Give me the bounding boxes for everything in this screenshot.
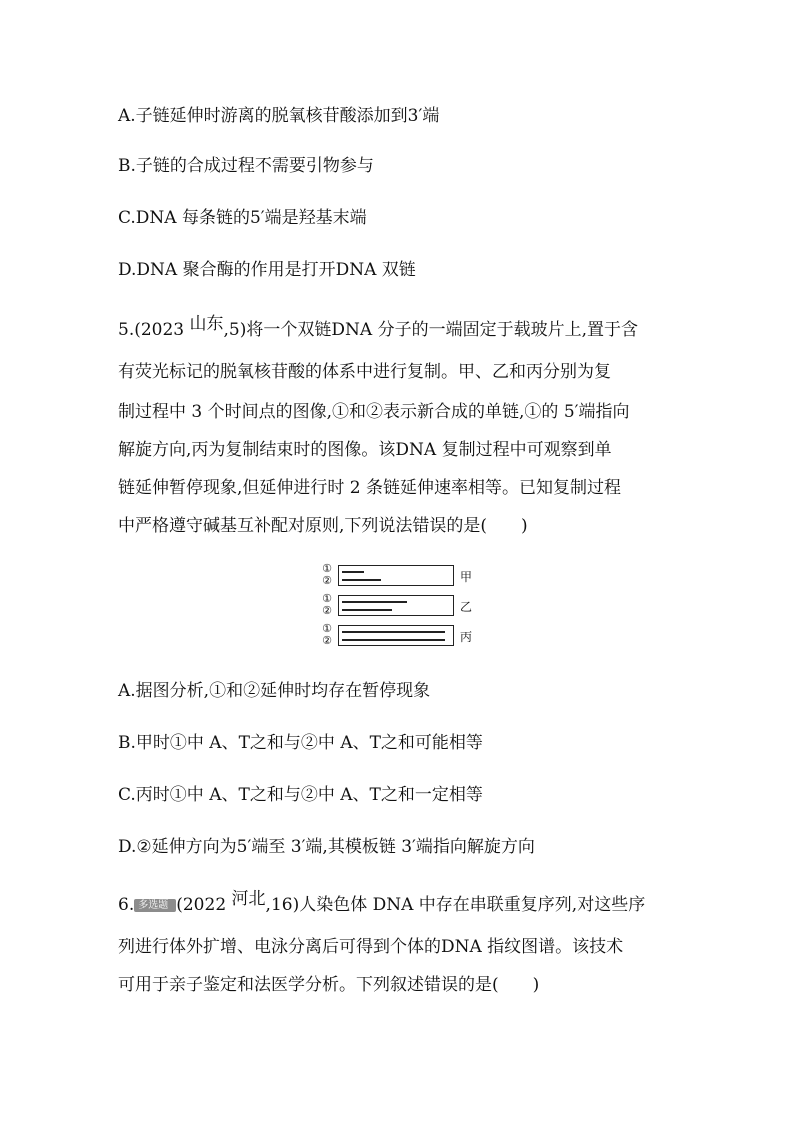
q5-stem-line: 有荧光标记的脱氧核苷酸的体系中进行复制。甲、乙和丙分别为复 xyxy=(118,362,611,382)
q5-stem-first-line xyxy=(118,314,638,342)
q4-option-b: B.子链的合成过程不需要引物参与 xyxy=(118,156,374,176)
strand1-marker: ① xyxy=(322,622,332,635)
q5-stem-line: 解旋方向,丙为复制结束时的图像。该DNA 复制过程中可观察到单 xyxy=(118,440,612,460)
q6-stem-line: 可用于亲子鉴定和法医学分析。下列叙述错误的是( ) xyxy=(118,975,540,995)
figure-panel-bing xyxy=(316,623,481,649)
strand-1 xyxy=(342,571,364,573)
strand-markers xyxy=(318,623,336,647)
dna-box xyxy=(338,595,454,616)
q6-source-suffix: ,16)人染色体 DNA 中存在串联重复序列,对这些序 xyxy=(265,895,646,915)
dna-replication-figure xyxy=(316,563,481,649)
strand-markers xyxy=(318,563,336,587)
strand-1 xyxy=(342,601,407,603)
panel-label: 乙 xyxy=(460,600,473,614)
multi-select-badge: 多选题 xyxy=(134,899,176,912)
strand-2 xyxy=(342,579,381,581)
q6-source-place: 河北 xyxy=(231,889,266,909)
strand-2 xyxy=(342,609,392,611)
q4-option-d: D.DNA 聚合酶的作用是打开DNA 双链 xyxy=(118,260,416,280)
strand1-marker: ① xyxy=(322,592,332,605)
q5-option-d: D.②延伸方向为5′端至 3′端,其模板链 3′端指向解旋方向 xyxy=(118,837,535,857)
q4-option-c: C.DNA 每条链的5′端是羟基末端 xyxy=(118,208,367,228)
q6-stem-line: 列进行体外扩增、电泳分离后可得到个体的DNA 指纹图谱。该技术 xyxy=(118,937,624,957)
q4-option-a: A.子链延伸时游离的脱氧核苷酸添加到3′端 xyxy=(118,106,440,126)
q6-stem-first-line xyxy=(118,889,646,917)
q5-stem-line: 链延伸暂停现象,但延伸进行时 2 条链延伸速率相等。已知复制过程 xyxy=(118,478,622,498)
q5-source-place: 山东 xyxy=(189,314,224,334)
strand-1 xyxy=(342,631,445,633)
figure-panel-yi xyxy=(316,593,481,619)
q5-stem-line: 制过程中 3 个时间点的图像,①和②表示新合成的单链,①的 5′端指向 xyxy=(118,402,630,422)
strand-markers xyxy=(318,593,336,617)
panel-label: 丙 xyxy=(460,630,473,644)
dna-box xyxy=(338,625,454,646)
q5-option-a: A.据图分析,①和②延伸时均存在暂停现象 xyxy=(118,681,431,701)
q5-option-b: B.甲时①中 A、T之和与②中 A、T之和可能相等 xyxy=(118,733,483,753)
q5-stem-line: 中严格遵守碱基互补配对原则,下列说法错误的是( ) xyxy=(118,516,528,536)
q5-option-c: C.丙时①中 A、T之和与②中 A、T之和一定相等 xyxy=(118,785,483,805)
strand1-marker: ① xyxy=(322,562,332,575)
q6-year: (2022 xyxy=(176,895,232,915)
figure-panel-jia xyxy=(316,563,481,589)
strand2-marker: ② xyxy=(322,574,332,587)
q5-number: 5.(2023 xyxy=(118,320,190,340)
q5-source-suffix: ,5)将一个双链DNA 分子的一端固定于载玻片上,置于含 xyxy=(223,320,638,340)
strand2-marker: ② xyxy=(322,634,332,647)
strand-2 xyxy=(342,639,445,641)
panel-label: 甲 xyxy=(460,570,473,584)
dna-box xyxy=(338,565,454,586)
q6-number: 6. xyxy=(118,895,135,915)
strand2-marker: ② xyxy=(322,604,332,617)
